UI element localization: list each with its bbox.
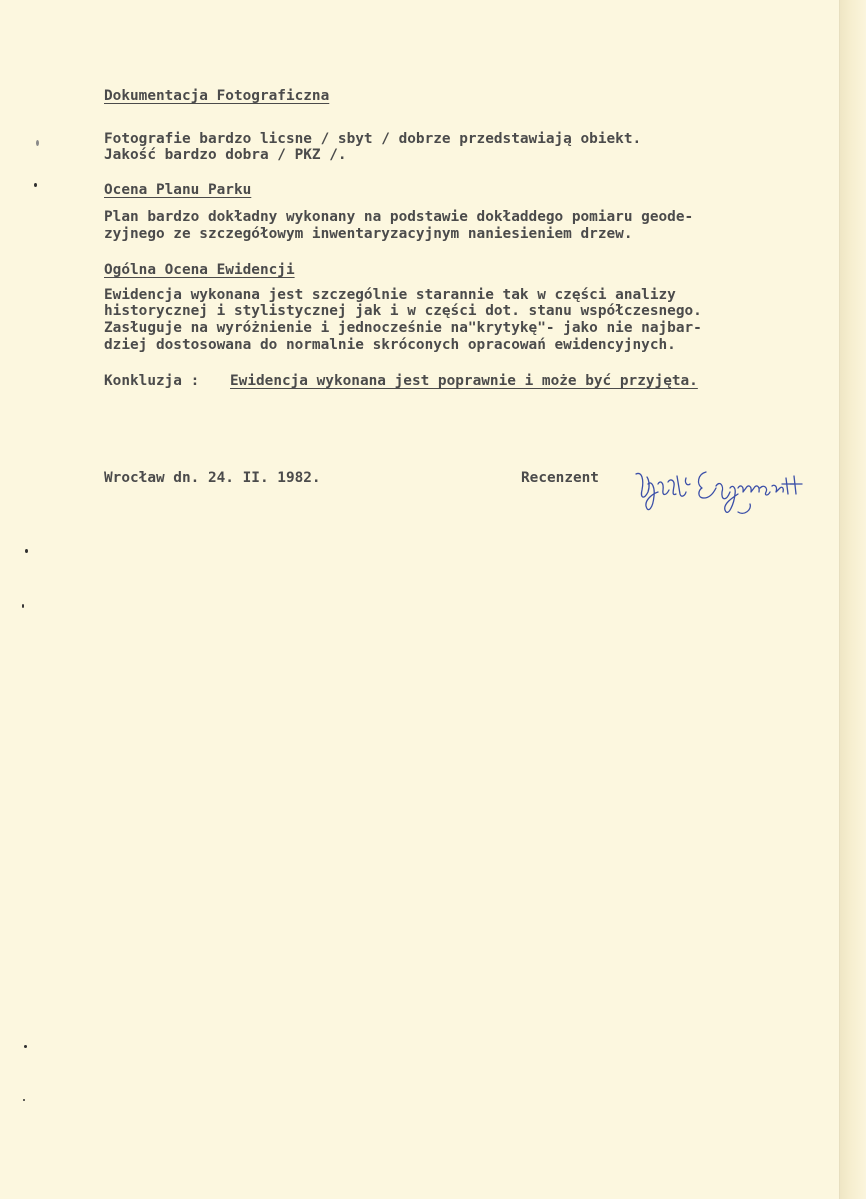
general-line-4: dziej dostosowana do normalnie skróconych opracowań ewidencyjnych. <box>104 337 676 353</box>
heading-photo-documentation: Dokumentacja Fotograficzna <box>104 88 330 104</box>
photo-line-2: Jakość bardzo dobra / PKZ /. <box>104 147 347 163</box>
margin-mark <box>23 1099 25 1101</box>
heading-general-assessment: Ogólna Ocena Ewidencji <box>104 262 295 278</box>
margin-mark <box>34 183 37 187</box>
margin-mark <box>36 140 39 146</box>
reviewer-signature <box>628 462 818 522</box>
general-line-1: Ewidencja wykonana jest szczególnie starannie tak w części analizy <box>104 287 676 303</box>
plan-line-2: zyjnego ze szczegółowym inwentaryzacyjnym naniesieniem drzew. <box>104 226 633 242</box>
general-line-2: historycznej i stylistycznej jak i w części dot. stanu współczesnego. <box>104 303 702 319</box>
heading-park-plan-assessment: Ocena Planu Parku <box>104 182 252 198</box>
conclusion-text: Ewidencja wykonana jest poprawnie i może być przyjęta. <box>230 373 698 389</box>
general-line-3: Zasługuje na wyróżnienie i jednocześnie na"krytykę"- jako nie najbar- <box>104 320 702 336</box>
photo-line-1: Fotografie bardzo licsne / sbyt / dobrze przedstawiają obiekt. <box>104 131 642 147</box>
plan-line-1: Plan bardzo dokładny wykonany na podstawie dokładdego pomiaru geode- <box>104 209 694 225</box>
conclusion-label: Konkluzja : <box>104 373 200 389</box>
margin-mark <box>24 1045 27 1048</box>
paper-edge <box>840 0 866 1199</box>
place-and-date: Wrocław dn. 24. II. 1982. <box>104 470 321 486</box>
reviewer-label: Recenzent <box>521 470 599 486</box>
margin-mark <box>22 604 24 608</box>
margin-mark <box>25 549 28 553</box>
